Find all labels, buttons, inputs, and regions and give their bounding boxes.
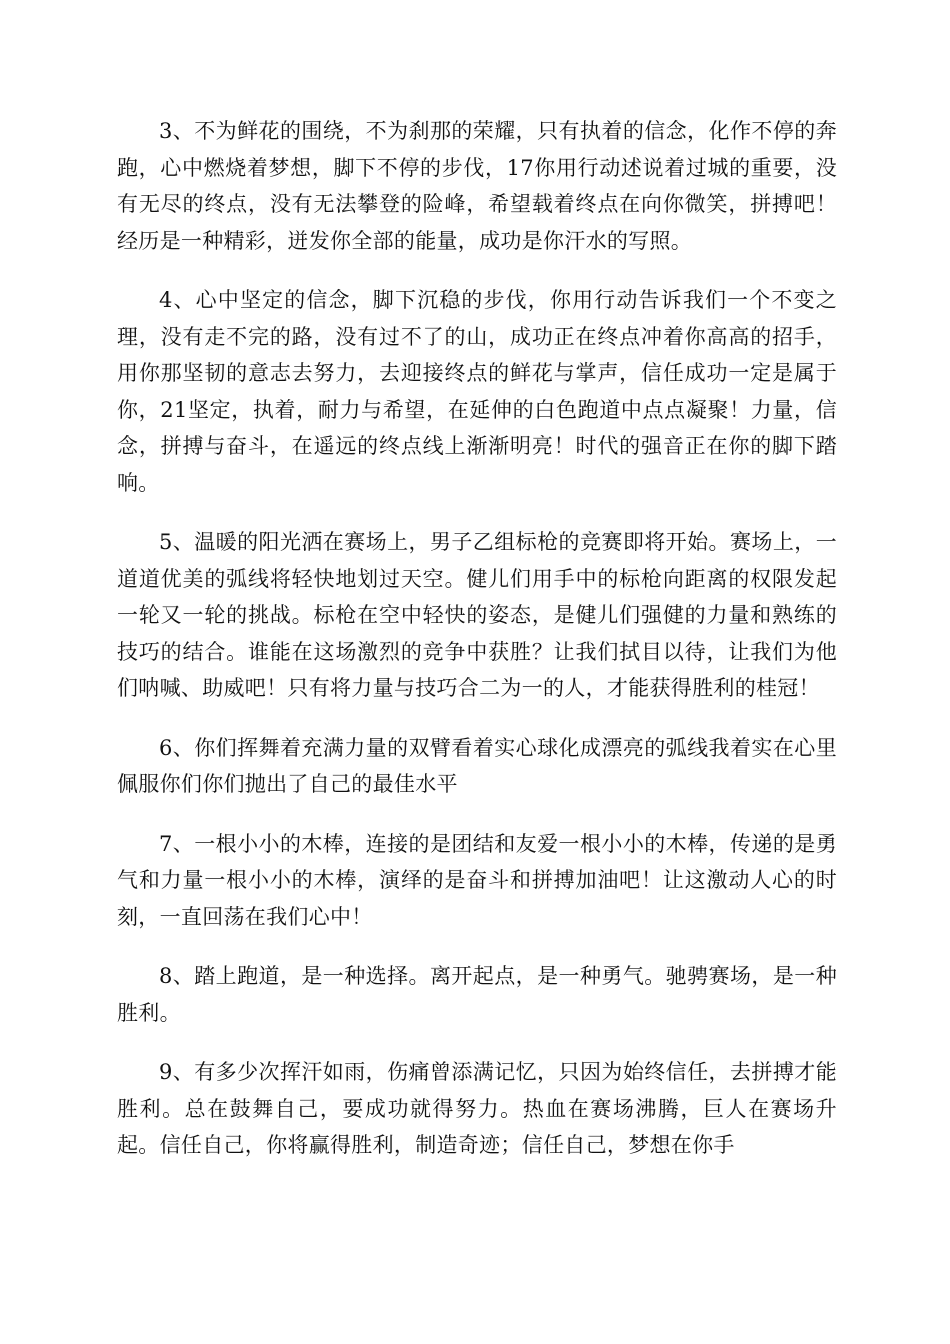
paragraph-4: 4、心中坚定的信念，脚下沉稳的步伐，你用行动告诉我们一个不变之理，没有走不完的路，没有过不了的山，成功正在终点冲着你高高的招手，用你那坚韧的意志去努力，去迎接终点的鲜花与掌声，信任成功一定是属于你，21坚定，执着，耐力与希望，在延伸的白色跑道中点点凝聚！力量，信念，拼搏与奋斗，在遥远的终点线上渐渐明亮！时代的强音正在你的脚下踏响。 <box>117 288 837 495</box>
paragraph-7: 7、一根小小的木棒，连接的是团结和友爱一根小小的木棒，传递的是勇气和力量一根小小的木棒，演绎的是奋斗和拼搏加油吧！让这激动人心的时刻，一直回荡在我们心中！ <box>117 831 837 929</box>
paragraph-3: 3、不为鲜花的围绕，不为刹那的荣耀，只有执着的信念，化作不停的奔跑，心中燃烧着梦想，脚下不停的步伐，17你用行动述说着过城的重要，没有无尽的终点，没有无法攀登的险峰，希望载着终点在向你微笑，拼搏吧！经历是一种精彩，迸发你全部的能量，成功是你汗水的写照。 <box>117 119 837 253</box>
document-body <box>117 113 837 1187</box>
paragraph-6: 6、你们挥舞着充满力量的双臂看着实心球化成漂亮的弧线我着实在心里佩服你们你们抛出了自己的最佳水平 <box>117 735 837 796</box>
paragraph-5: 5、温暖的阳光洒在赛场上，男子乙组标枪的竞赛即将开始。赛场上，一道道优美的弧线将轻快地划过天空。健儿们用手中的标枪向距离的权限发起一轮又一轮的挑战。标枪在空中轻快的姿态，是健儿们强健的力量和熟练的技巧的结合。谁能在这场激烈的竞争中获胜？让我们拭目以待，让我们为他们呐喊、助威吧！只有将力量与技巧合二为一的人，才能获得胜利的桂冠！ <box>117 530 837 700</box>
paragraph-9: 9、有多少次挥汗如雨，伤痛曾添满记忆，只因为始终信任，去拼搏才能胜利。总在鼓舞自己，要成功就得努力。热血在赛场沸腾，巨人在赛场升起。信任自己，你将赢得胜利，制造奇迹；信任自己，梦想在你手 <box>117 1060 837 1157</box>
paragraph-8: 8、踏上跑道，是一种选择。离开起点，是一种勇气。驰骋赛场，是一种胜利。 <box>117 964 837 1025</box>
